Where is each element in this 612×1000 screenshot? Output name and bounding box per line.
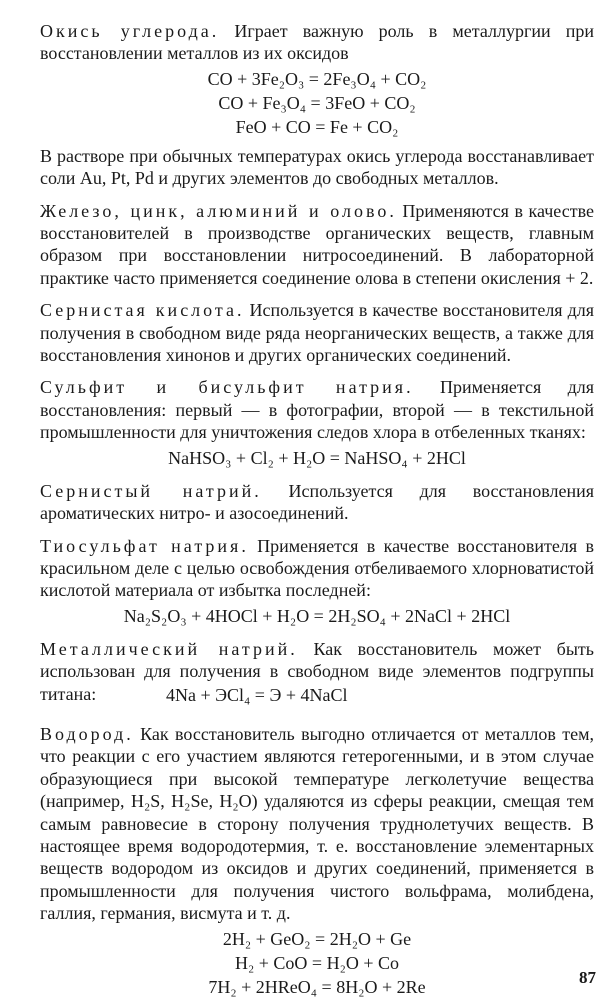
section-metals xyxy=(40,200,594,290)
paragraph xyxy=(40,20,594,65)
paragraph-text: Применяется в качестве восстановителя в красильном деле с целью освобождения отбеливаемого хлорноватистой кислотой материала от избытка последней: xyxy=(40,535,594,601)
term-title: Сернистый натрий. xyxy=(40,480,262,501)
term-title: Сернистая кислота. xyxy=(40,300,245,321)
formula-group xyxy=(40,604,594,628)
formula-group xyxy=(40,446,594,470)
formula: FeO + CO = Fe + CO₂ xyxy=(235,116,399,137)
paragraph xyxy=(40,480,594,525)
paragraph-text: Применяются в качестве восстановителей в производстве органических веществ, главным образом при восстановлении нитросоединений. В лабораторной практике часто применяется соединение олова в степени окисления + 2. xyxy=(40,200,594,288)
formula: Na₂S₂O₃ + 4HOCl + H₂O = 2H₂SO₄ + 2NaCl + 2HCl xyxy=(123,605,511,626)
formula: 4Na + ЭCl₄ = Э + 4NaCl xyxy=(166,684,348,705)
paragraph xyxy=(40,376,594,443)
term-title: Водород. xyxy=(40,723,134,744)
term-title: Окись углерода. xyxy=(40,21,220,41)
formula: 2H₂ + GeO₂ = 2H₂O + Ge xyxy=(222,928,412,949)
section-sodium-sulfide xyxy=(40,480,594,525)
section-thiosulfate xyxy=(40,535,594,628)
section-carbon-monoxide xyxy=(40,20,594,190)
paragraph-text: Как восстановитель выгодно отличается от металлов тем, что реакции с его участием являются гетерогенными, и в этом случае образующиеся при высокой температуре легколетучие вещества (например, H₂S, H₂Se, H₂O) удаляются из сферы реакции, смещая тем самым равновесие в сторону получения труднолетучих веществ. В настоящее время водородотермия, т. е. восстановление элементарных веществ водородом из оксидов и других соединений, применяется в промышленности для получения чистого вольфрама, молибдена, галлия, германия, висмута и т. д. xyxy=(40,723,594,924)
term-title: Железо, цинк, алюминий и олово. xyxy=(40,200,397,221)
paragraph-text: Используется для восстановления ароматических нитро- и азосоединений. xyxy=(40,480,595,524)
term-title: Тиосульфат натрия. xyxy=(40,535,249,556)
paragraph-text: В растворе при обычных температурах окись углерода восстанавливает соли Au, Pt, Pd и других элементов до свободных металлов. xyxy=(40,145,594,189)
formula: CO + Fe₃O₄ = 3FeO + CO₂ xyxy=(218,92,416,113)
paragraph xyxy=(40,200,594,290)
formula: NaHSO₃ + Cl₂ + H₂O = NaHSO₄ + 2HCl xyxy=(168,447,466,468)
section-sulfite xyxy=(40,376,594,469)
section-sulfurous-acid xyxy=(40,299,594,366)
paragraph-text: Как восстановитель может быть использован для получения в свободном виде элементов подгруппы титана: xyxy=(40,638,594,704)
term-title: Металлический натрий. xyxy=(40,638,298,659)
paragraph-text: Играет важную роль в металлургии при восстановлении металлов из их оксидов xyxy=(40,21,594,64)
formula: CO + 3Fe₂O₃ = 2Fe₃O₄ + CO₂ xyxy=(207,68,427,89)
formula: 7H₂ + 2HReO₄ = 8H₂O + 2Re xyxy=(208,976,426,997)
paragraph xyxy=(40,535,594,602)
term-title: Сульфит и бисульфит натрия. xyxy=(40,377,414,398)
formula-group xyxy=(40,927,594,999)
paragraph-text: Применяется для восстановления: первый — в фотографии, второй — в текстильной промышленности для уничтожения следов хлора в отбеленных тканях: xyxy=(40,377,594,443)
formula-group xyxy=(40,67,594,139)
formula: H₂ + CoO = H₂O + Co xyxy=(234,952,399,973)
paragraph xyxy=(40,723,594,925)
paragraph-text: Используется в качестве восстановителя для получения в свободном виде ряда неорганических веществ, а также для восстановления хинонов и других органических соединений. xyxy=(40,300,594,366)
page-number: 87 xyxy=(579,968,596,987)
section-hydrogen xyxy=(40,723,594,999)
paragraph xyxy=(40,299,594,366)
section-metallic-sodium xyxy=(40,638,594,707)
